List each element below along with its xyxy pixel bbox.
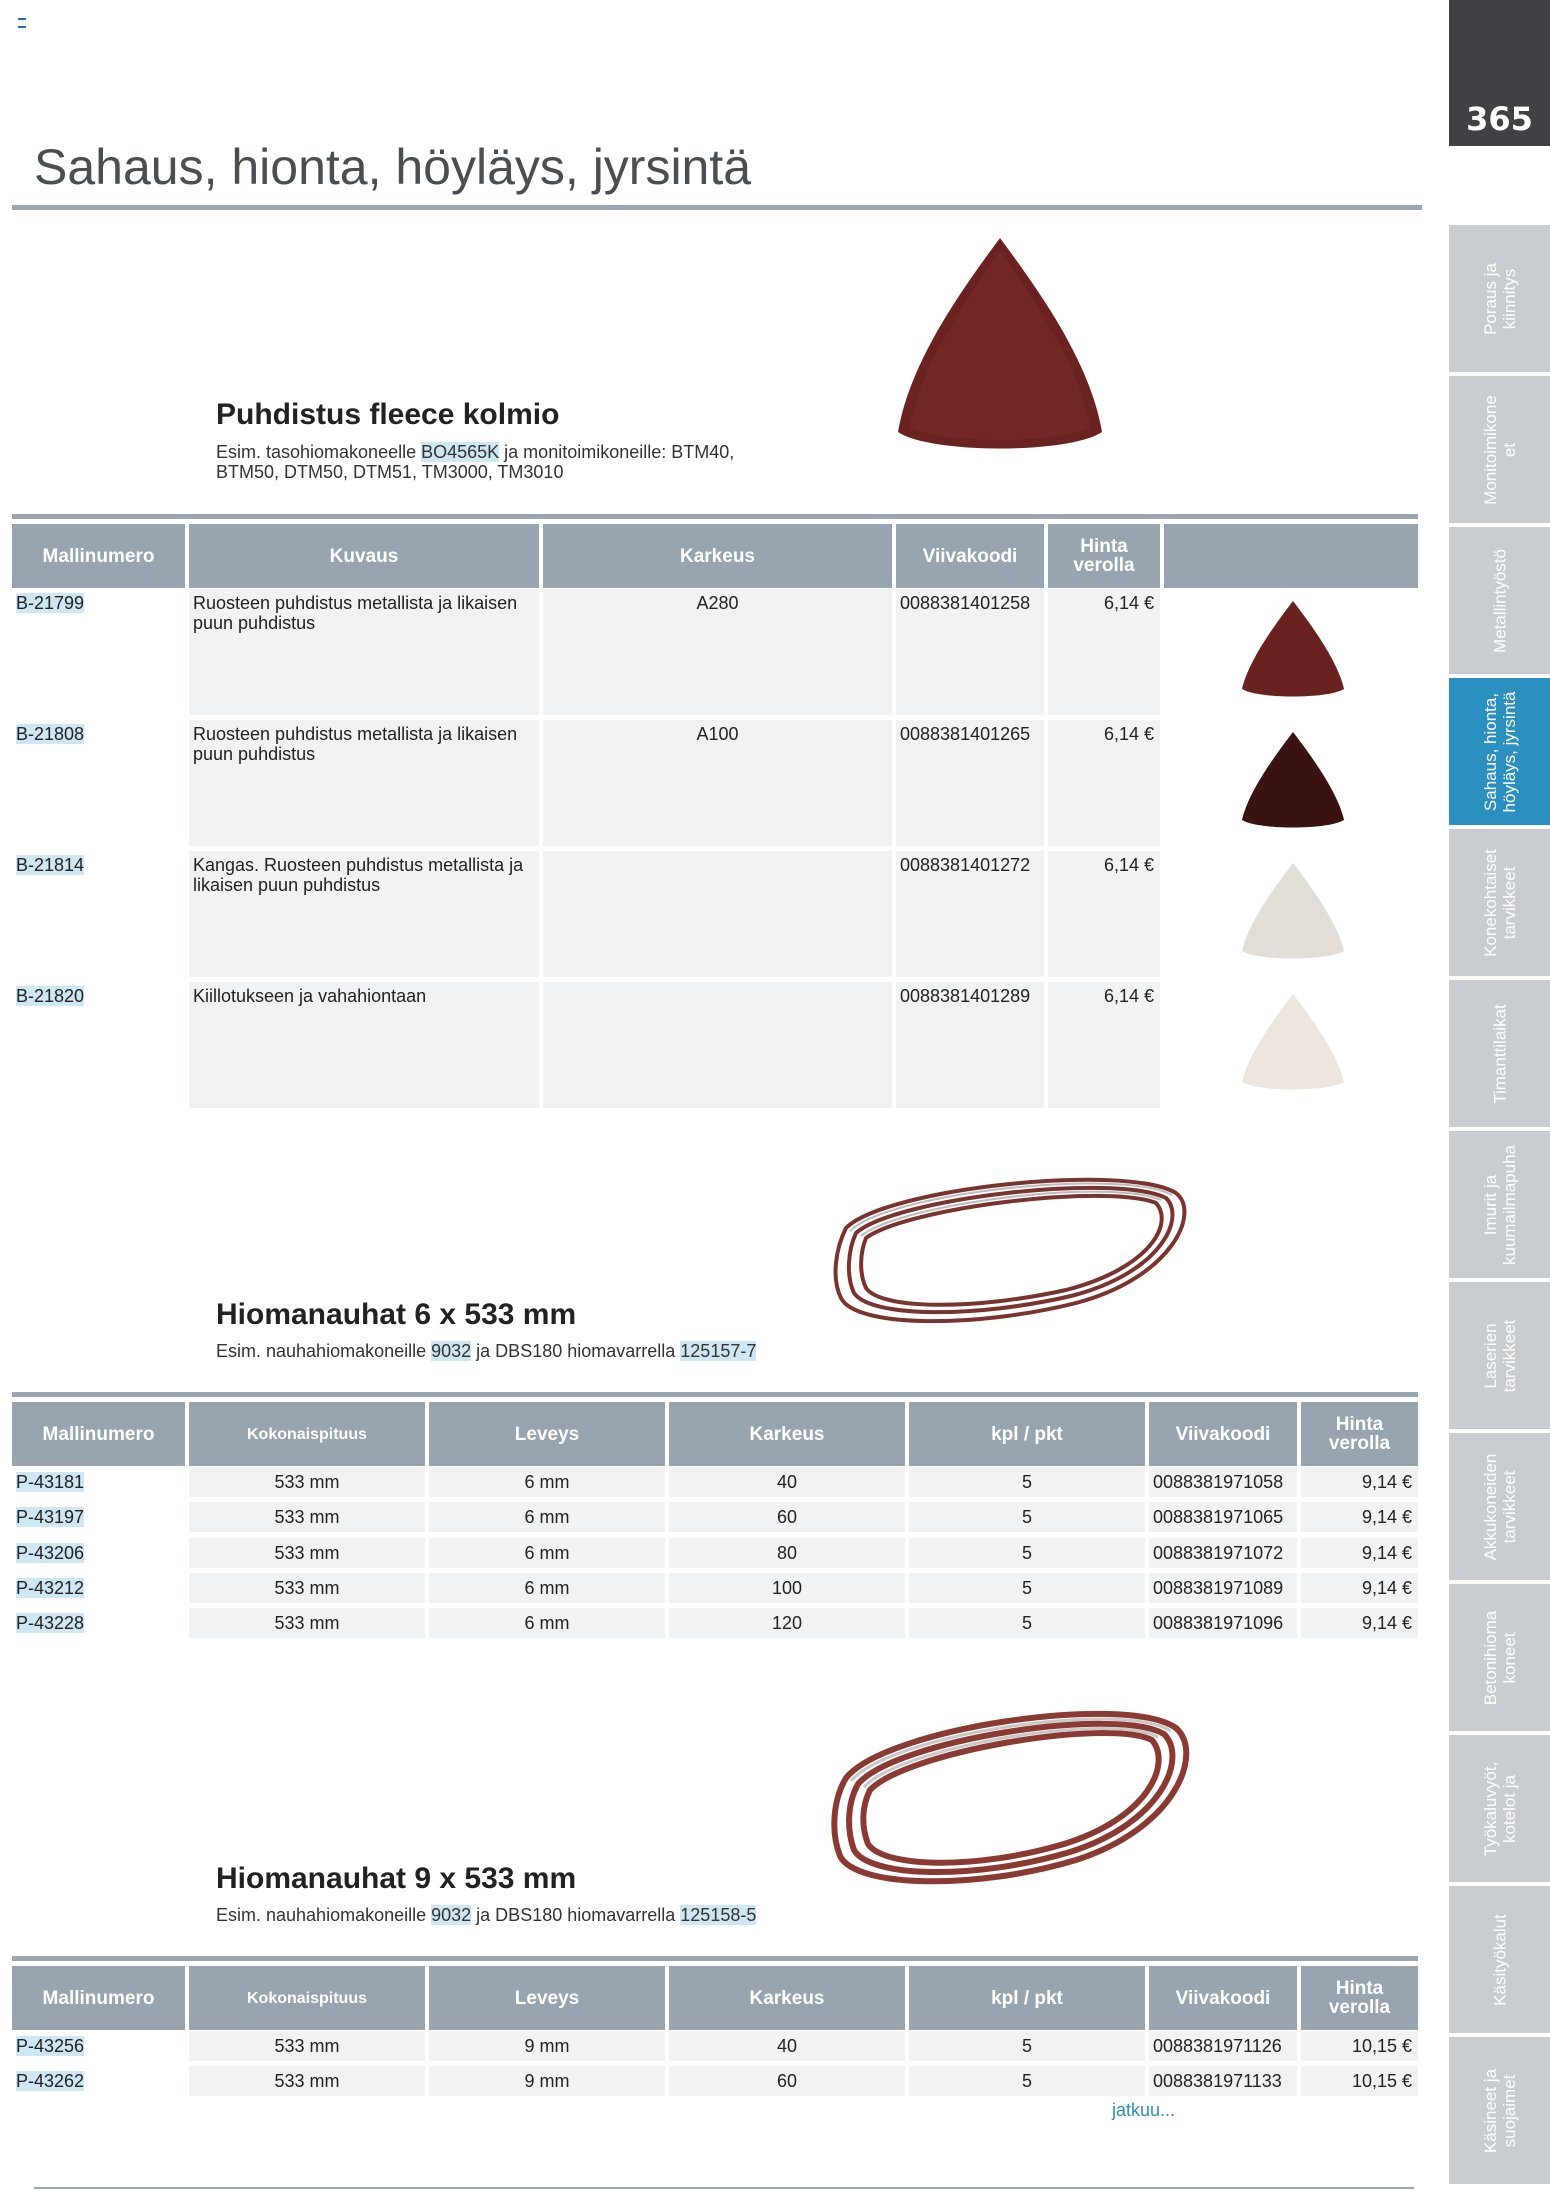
chapter-tab-label: Käsineet ja suojaimet [1480,2068,1519,2153]
chapter-tab-label: Akkukoneiden tarvikkeet [1480,1453,1519,1560]
model-code[interactable]: P-43256 [16,2036,85,2056]
header-cell: Leveys [429,1402,665,1466]
price: 6,14 € [1103,724,1154,744]
table-row [12,2031,1418,2063]
chapter-tab[interactable] [1449,1282,1550,1429]
model-link[interactable]: 125157-7 [680,1341,757,1361]
model-number[interactable] [16,1543,84,1563]
chapter-tab[interactable] [1449,980,1550,1127]
model-number[interactable] [16,1613,84,1633]
chapter-tab-label: Poraus ja kiinnitys [1480,262,1519,335]
header-cell: Karkeus [543,524,892,588]
model-number[interactable] [16,855,84,875]
header-cell: Viivakoodi [896,524,1044,588]
page-title: Sahaus, hionta, höyläys, jyrsintä [34,139,752,195]
barcode: 0088381971096 [1153,1613,1284,1634]
grit: A100 [696,724,739,744]
chapter-tab[interactable] [1449,678,1550,825]
header-cell: Kuvaus [189,524,539,588]
model-number[interactable] [16,2071,84,2091]
length: 533 mm [274,2071,340,2092]
model-code[interactable]: P-43181 [16,1472,85,1492]
model-link[interactable]: 9032 [431,1905,472,1925]
chapter-tab-label: Työkaluvyöt, kotelot ja [1480,1761,1519,1856]
table-divider [12,1956,1418,1961]
chapter-tab-label: Timanttilaikat [1490,1003,1509,1104]
product-thumbnail [1238,728,1348,833]
barcode: 0088381971133 [1153,2071,1282,2092]
header-cell: Hinta verolla [1301,1966,1418,2030]
chapter-tab[interactable] [1449,829,1550,976]
table-row [12,720,1162,846]
product-thumbnail [1238,859,1348,964]
table-row [12,589,1162,715]
table-divider [12,514,1418,519]
grit: 60 [776,1507,798,1528]
thumbnail-shape [1242,994,1344,1090]
chapter-tabs [1449,225,1550,2188]
grit: A280 [696,593,739,613]
price: 9,14 € [1361,1542,1412,1563]
model-code[interactable]: P-43262 [16,2071,85,2092]
description: Ruosteen puhdistus metallista ja likaisen puun puhdistus [193,724,518,764]
chapter-tab[interactable] [1449,1735,1550,1882]
description: Kiillotukseen ja vahahiontaan [193,986,427,1006]
model-code[interactable]: B-21799 [16,593,85,613]
header-cell: Viivakoodi [1149,1402,1297,1466]
price: 9,14 € [1361,1577,1412,1598]
width: 9 mm [524,2071,570,2092]
width: 6 mm [524,1577,570,1598]
model-code[interactable]: P-43206 [16,1542,85,1563]
barcode: 0088381971058 [1153,1472,1284,1492]
row-shade [543,982,892,1108]
model-code[interactable]: P-43212 [16,1577,85,1598]
fleece-section-title: Puhdistus fleece kolmio [216,398,560,431]
price: 10,15 € [1351,2036,1412,2056]
header-cell: kpl / pkt [909,1402,1145,1466]
length: 533 mm [274,1542,340,1563]
header-cell: Kokonaispituus [189,1402,425,1466]
barcode: 0088381971065 [1153,1507,1284,1528]
barcode: 0088381401289 [900,986,1031,1006]
chapter-tab[interactable] [1449,1886,1550,2033]
menu-icon[interactable] [18,18,26,28]
table-row [12,851,1162,977]
thumbnail-shape [1242,863,1344,959]
model-number[interactable] [16,986,84,1006]
header-cell: Hinta verolla [1048,524,1160,588]
width: 6 mm [524,1613,570,1634]
header-cell: Viivakoodi [1149,1966,1297,2030]
price: 10,15 € [1351,2071,1412,2092]
model-code[interactable]: P-43197 [16,1507,85,1528]
chapter-tab[interactable] [1449,1131,1550,1278]
qty: 5 [1021,1577,1032,1598]
table-row [12,1608,1418,1640]
header-cell: Leveys [429,1966,665,2030]
table-row [12,982,1162,1108]
qty: 5 [1021,2071,1032,2092]
header-cell: Mallinumero [12,524,185,588]
fleece-triangle-image [890,232,1110,467]
width: 6 mm [524,1507,570,1528]
chapter-tab-label: Metallintyöstö [1490,548,1509,653]
header-cell: Hinta verolla [1301,1402,1418,1466]
price: 9,14 € [1361,1507,1412,1528]
qty: 5 [1021,1613,1032,1634]
model-number[interactable] [16,593,84,613]
model-link[interactable]: 125158-5 [680,1905,757,1925]
belt6-section-description: Esim. nauhahiomakoneille 9032 ja DBS180 hiomavarrella 125157-7 [216,1341,757,1361]
length: 533 mm [274,1613,340,1634]
qty: 5 [1021,1542,1032,1563]
width: 6 mm [524,1542,570,1563]
sanding-belt-image [826,1168,1192,1336]
model-number[interactable] [16,2036,84,2056]
chapter-tab[interactable] [1449,1433,1550,1580]
table-divider [12,1392,1418,1397]
chapter-tab[interactable] [1449,1584,1550,1731]
length: 533 mm [274,1577,340,1598]
table-row [12,1502,1418,1534]
model-code[interactable]: P-43228 [16,1613,85,1634]
length: 533 mm [274,2036,340,2056]
product-thumbnail [1238,990,1348,1095]
length: 533 mm [274,1472,340,1492]
footer-divider [34,2187,1414,2189]
chapter-tab-label: Betonihioma koneet [1480,1610,1519,1705]
table-row [12,2066,1418,2098]
price: 6,14 € [1103,855,1154,875]
qty: 5 [1021,1507,1032,1528]
header-cell: Karkeus [669,1402,905,1466]
barcode: 0088381401272 [900,855,1031,875]
table-row [12,1538,1418,1570]
price: 6,14 € [1103,593,1154,613]
title-divider [12,205,1422,210]
belt9-section-description: Esim. nauhahiomakoneille 9032 ja DBS180 hiomavarrella 125158-5 [216,1905,757,1925]
price: 9,14 € [1361,1472,1412,1492]
product-thumbnail [1238,597,1348,702]
page-number: 365 [1466,100,1533,138]
header-cell: kpl / pkt [909,1966,1145,2030]
model-code[interactable]: B-21814 [16,855,85,875]
chapter-tab[interactable] [1449,2037,1550,2184]
price: 9,14 € [1361,1613,1412,1634]
sanding-belt-image [826,1698,1192,1898]
description: Ruosteen puhdistus metallista ja likaisen puun puhdistus [193,593,518,633]
model-number[interactable] [16,1578,84,1598]
header-cell [1164,524,1418,588]
model-link[interactable]: 9032 [431,1341,472,1361]
width: 6 mm [524,1472,570,1492]
grit: 100 [771,1577,803,1598]
thumbnail-shape [1242,732,1344,828]
grit: 40 [776,1472,798,1492]
header-cell: Kokonaispituus [189,1966,425,2030]
header-cell: Mallinumero [12,1402,185,1466]
belt9-section-title: Hiomanauhat 9 x 533 mm [216,1862,577,1895]
width: 9 mm [524,2036,570,2056]
barcode: 0088381401265 [900,724,1031,744]
model-code[interactable]: B-21808 [16,724,85,744]
thumbnail-shape [1242,601,1344,697]
chapter-tab[interactable] [1449,225,1550,372]
grit: 80 [776,1542,798,1563]
barcode: 0088381971089 [1153,1577,1284,1598]
barcode: 0088381401258 [900,593,1031,613]
header-cell: Mallinumero [12,1966,185,2030]
chapter-tab-label: Monitoimikone et [1480,394,1519,505]
chapter-tab-label: Imurit ja kuumailmapuha [1480,1144,1519,1265]
description: Kangas. Ruosteen puhdistus metallista ja likaisen puun puhdistus [193,855,524,895]
chapter-tab-label: Konekohtaiset tarvikkeet [1480,848,1519,957]
row-shade [543,851,892,977]
grit: 60 [776,2071,798,2092]
header-cell: Karkeus [669,1966,905,2030]
barcode: 0088381971072 [1153,1542,1284,1563]
chapter-tab-label: Laserien tarvikkeet [1480,1319,1519,1392]
chapter-tab-label: Käsityökalut [1490,1913,1509,2006]
qty: 5 [1021,1472,1032,1492]
model-code[interactable]: B-21820 [16,986,85,1006]
chapter-tab[interactable] [1449,376,1550,523]
model-number[interactable] [16,1472,84,1492]
belt6-section-title: Hiomanauhat 6 x 533 mm [216,1298,577,1331]
model-number[interactable] [16,724,84,744]
length: 533 mm [274,1507,340,1528]
model-number[interactable] [16,1507,84,1527]
chapter-tab[interactable] [1449,527,1550,674]
model-link[interactable]: BO4565K [421,442,500,462]
barcode: 0088381971126 [1153,2036,1282,2056]
chapter-tab-label: Sahaus, hionta, höyläys, jyrsintä [1480,691,1519,812]
continued-link[interactable]: jatkuu... [1112,2100,1176,2120]
grit: 120 [771,1613,803,1634]
qty: 5 [1021,2036,1032,2056]
table-row [12,1573,1418,1605]
price: 6,14 € [1103,986,1154,1006]
fleece-section-description: Esim. tasohiomakoneelle BO4565K ja monitoimikoneille: BTM40, BTM50, DTM50, DTM51, TM3000, TM3010 [216,442,735,482]
table-row [12,1467,1418,1499]
grit: 40 [776,2036,798,2056]
